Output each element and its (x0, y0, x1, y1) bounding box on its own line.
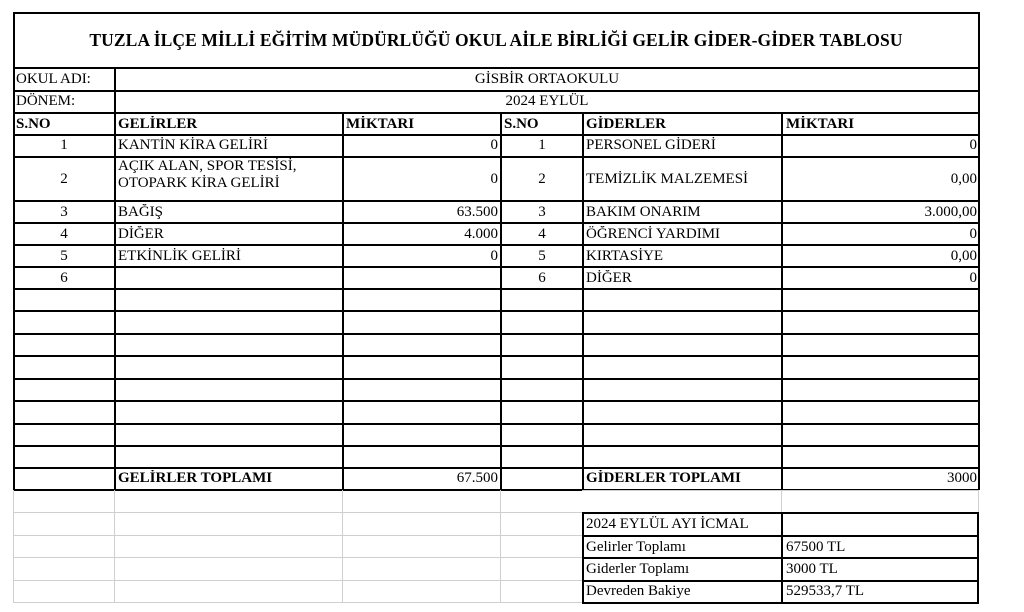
expense-row-amount: 0,00 (950, 171, 977, 187)
income-total-label: GELİRLER TOPLAMI (118, 470, 273, 486)
grid-line (13, 602, 583, 603)
income-row-amount: 63.500 (456, 204, 498, 220)
grid-line (978, 490, 979, 512)
grid-line (13, 244, 979, 246)
grid-line (13, 490, 14, 602)
summary-value: 529533,7 TL (786, 583, 865, 599)
grid-line (342, 112, 344, 490)
income-row-no: 5 (60, 248, 68, 264)
header-income: GELİRLER (118, 116, 198, 132)
expense-row-name: KIRTASİYE (586, 248, 664, 264)
period-label: DÖNEM: (16, 93, 76, 109)
header-income-amount: MİKTARI (346, 116, 415, 132)
grid-line (781, 512, 783, 604)
grid-line (13, 134, 979, 136)
grid-line (114, 67, 116, 490)
grid-line (13, 310, 979, 312)
summary-label: Gelirler Toplamı (586, 539, 686, 555)
income-row-amount: 0 (490, 248, 498, 264)
grid-line (342, 490, 343, 602)
grid-line (13, 467, 979, 469)
income-row-name: BAĞIŞ (118, 204, 164, 220)
income-row-name: AÇIK ALAN, SPOR TESİSİ, OTOPARK KİRA GELİRİ (118, 158, 297, 191)
grid-line (13, 200, 979, 202)
summary-value: 67500 TL (786, 539, 846, 555)
expense-row-amount: 0,00 (950, 248, 977, 264)
grid-line (13, 288, 979, 290)
grid-line (13, 400, 979, 402)
expense-row-no: 1 (538, 137, 546, 153)
grid-line (13, 512, 583, 513)
expense-row-amount: 3.000,00 (924, 204, 977, 220)
grid-line (13, 67, 979, 69)
grid-line (978, 12, 980, 490)
summary-label: Devreden Bakiye (586, 583, 691, 599)
grid-line (781, 490, 782, 512)
income-row-amount: 0 (490, 171, 498, 187)
grid-line (13, 535, 583, 536)
grid-line (977, 512, 979, 604)
income-row-name: KANTİN KİRA GELİRİ (118, 137, 268, 153)
grid-line (781, 112, 783, 490)
school-label: OKUL ADI: (16, 71, 91, 87)
school-name: GİSBİR ORTAOKULU (474, 71, 620, 87)
grid-line (13, 445, 979, 447)
sheet-title: TUZLA İLÇE MİLLİ EĞİTİM MÜDÜRLÜĞÜ OKUL AİLE BİRLİĞİ GELİR GİDER-GİDER TABLOSU (89, 30, 903, 50)
grid-line (114, 490, 115, 602)
income-row-amount: 0 (490, 137, 498, 153)
grid-line (13, 333, 979, 335)
summary-value: 3000 TL (786, 561, 838, 577)
grid-line (13, 156, 979, 158)
expense-row-amount: 0 (969, 270, 977, 286)
grid-line (13, 12, 15, 490)
grid-line (500, 490, 501, 602)
grid-line (13, 557, 583, 558)
income-row-name: DİĞER (118, 226, 164, 242)
period-value: 2024 EYLÜL (505, 93, 589, 109)
grid-line (13, 580, 583, 581)
grid-line (13, 222, 979, 224)
expense-row-name: ÖĞRENCİ YARDIMI (586, 226, 721, 242)
header-expense: GİDERLER (586, 116, 667, 132)
income-row-no: 6 (60, 270, 68, 286)
expense-row-no: 5 (538, 248, 546, 264)
income-row-no: 2 (60, 171, 68, 187)
expense-row-no: 4 (538, 226, 546, 242)
grid-line (500, 112, 502, 490)
grid-line (13, 12, 979, 14)
income-row-no: 3 (60, 204, 68, 220)
expense-row-no: 6 (538, 270, 546, 286)
expense-row-no: 3 (538, 204, 546, 220)
grid-line (13, 423, 979, 425)
income-row-amount: 4.000 (464, 226, 498, 242)
grid-line (13, 90, 979, 92)
grid-line (13, 378, 979, 380)
header-expense-amount: MİKTARI (786, 116, 855, 132)
grid-line (582, 112, 584, 490)
expense-row-name: TEMİZLİK MALZEMESİ (586, 171, 749, 187)
expense-total-label: GİDERLER TOPLAMI (586, 470, 741, 486)
income-total-value: 67.500 (456, 470, 498, 486)
summary-title: 2024 EYLÜL AYI İCMAL (586, 516, 749, 532)
income-row-no: 4 (60, 226, 68, 242)
expense-row-no: 2 (538, 171, 546, 187)
grid-line (13, 112, 979, 114)
header-sno: S.NO (16, 116, 51, 132)
grid-line (13, 266, 979, 268)
income-row-no: 1 (60, 137, 68, 153)
grid-line (13, 355, 979, 357)
income-row-name: ETKİNLİK GELİRİ (118, 248, 241, 264)
header-sno-2: S.NO (504, 116, 539, 132)
expense-row-name: DİĞER (586, 270, 632, 286)
expense-row-name: PERSONEL GİDERİ (586, 137, 716, 153)
summary-label: Giderler Toplamı (586, 561, 690, 577)
expense-row-amount: 0 (969, 137, 977, 153)
grid-line (582, 512, 584, 604)
expense-total-value: 3000 (947, 470, 977, 486)
expense-row-amount: 0 (969, 226, 977, 242)
expense-row-name: BAKIM ONARIM (586, 204, 701, 220)
